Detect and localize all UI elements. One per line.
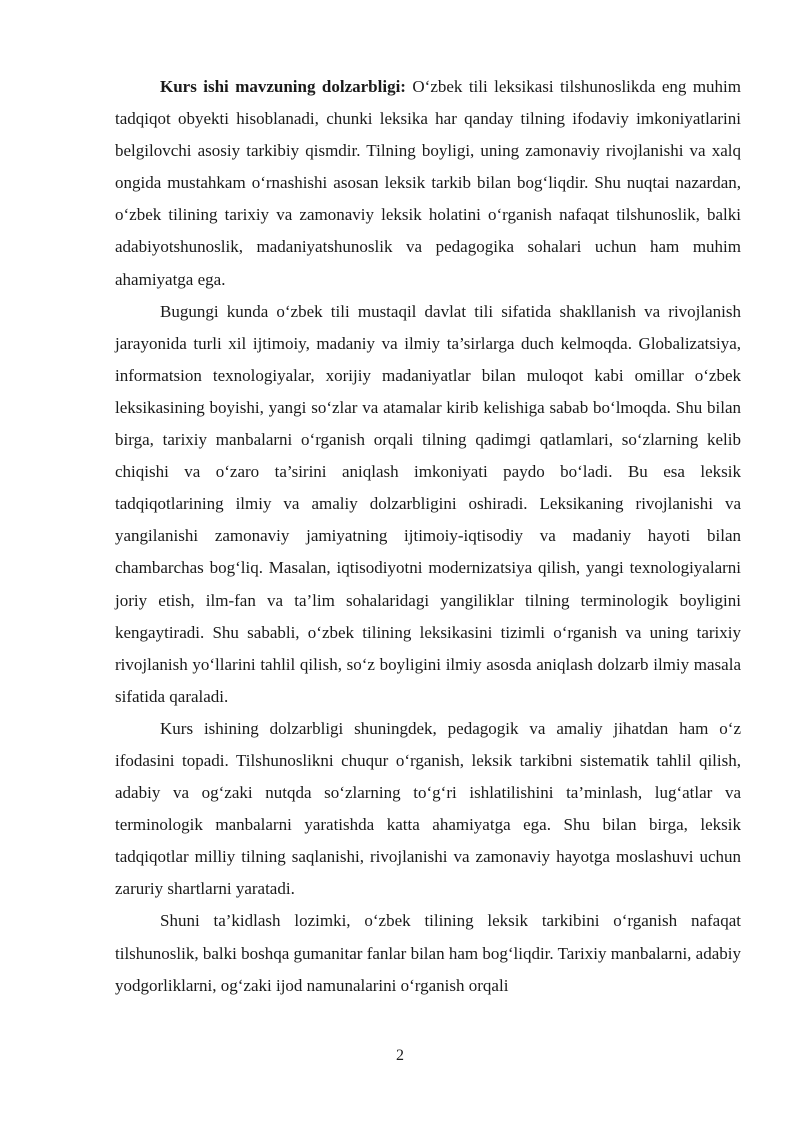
paragraph-lead-heading: Kurs ishi mavzuning dolzarbligi: — [160, 77, 406, 96]
page-number: 2 — [396, 1047, 404, 1064]
paragraph-text: O‘zbek tili leksikasi tilshunoslikda eng muhim tadqiqot obyekti hisoblanadi, chunki leksika har qanday tilning ifodaviy imkoniyatlarini belgilovchi asosiy tarkibiy qismdir. Tilning boyligi, uning zamonaviy rivojlanishi va xalq ongida mustahkam o‘rnashishi asosan leksik tarkib bilan bog‘liqdir. Shu nuqtai nazardan, o‘zbek tilining tarixiy va zamonaviy leksik holatini o‘rganish nafaqat tilshunoslik, balki adabiyotshunoslik, madaniyatshunoslik va pedagogika sohalari uchun ham muhim ahamiyatga ega. — [115, 77, 741, 289]
paragraph-pedagogical-relevance: Kurs ishining dolzarbligi shuningdek, pedagogik va amaliy jihatdan ham o‘z ifodasini topadi. Tilshunoslikni chuqur o‘rganish, leksik tarkibni sistematik tahlil qilish, adabiy va og‘zaki nutqda so‘zlarning to‘g‘ri ishlatilishini ta’minlash, lug‘atlar va terminologik manbalarni yaratishda katta ahamiyatga ega. Shu bilan birga, leksik tadqiqotlar milliy tilning saqlanishi, rivojlanishi va zamonaviy hayotga moslashuvi uchun zaruriy shartlarni yaratadi. — [115, 718, 741, 899]
paragraph-interdisciplinary: Shuni ta’kidlash lozimki, o‘zbek tilining leksik tarkibini o‘rganish nafaqat tilshunoslik, balki boshqa gumanitar fanlar bilan ham bog‘liqdir. Tarixiy manbalarni, adabiy yodgorliklarni, og‘zaki ijod namunalarini o‘rganish orqali — [115, 911, 741, 995]
document-body — [115, 71, 741, 1002]
paragraph-current-state: Bugungi kunda o‘zbek tili mustaqil davlat tili sifatida shakllanish va rivojlanish jarayonida turli xil ijtimoiy, madaniy va ilmiy ta’sirlarga duch kelmoqda. Globalizatsiya, informatsion texnologiyalar, xorijiy madaniyatlar bilan muloqot kabi omillar o‘zbek leksikasining boyishi, yangi so‘zlar va atamalar kirib kelishiga sabab bo‘lmoqda. Shu bilan birga, tarixiy manbalarni o‘rganish orqali tilning qadimgi qatlamlari, so‘zlarning kelib chiqishi va o‘zaro ta’sirini aniqlash imkoniyati paydo bo‘ladi. Bu esa leksik tadqiqotlarining ilmiy va amaliy dolzarbligini oshiradi. Leksikaning rivojlanishi va yangilanishi zamonaviy jamiyatning ijtimoiy-iqtisodiy va madaniy hayoti bilan chambarchas bog‘liq. Masalan, iqtisodiyotni modernizatsiya qilish, yangi texnologiyalarni joriy etish, ilm-fan va ta’lim sohalaridagi yangiliklar tilning terminologik boyligini kengaytiradi. Shu sababli, o‘zbek tilining leksikasini tizimli o‘rganish va uning tarixiy rivojlanish yo‘llarini tahlil qilish, so‘z boyligini ilmiy asosda aniqlash dolzarb ilmiy masala sifatida qaraladi. — [115, 301, 741, 706]
paragraph-relevance-intro — [115, 71, 741, 296]
